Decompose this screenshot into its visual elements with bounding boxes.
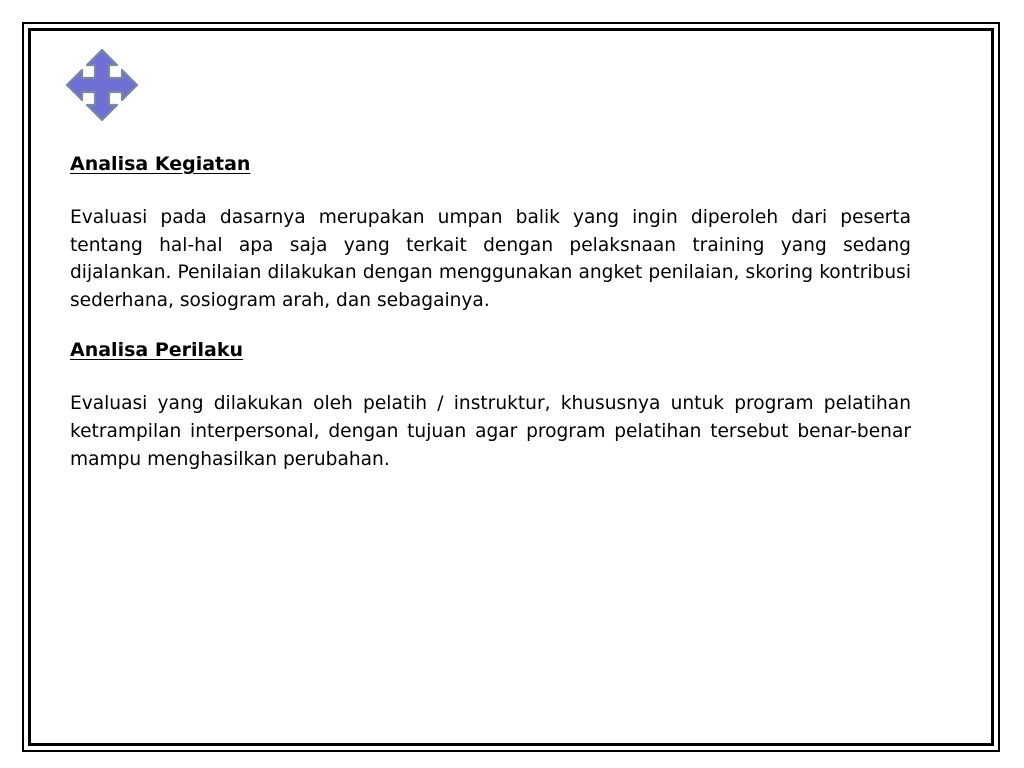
slide-content <box>70 150 911 473</box>
four-way-arrow-icon <box>66 49 138 121</box>
section-body-analisa-kegiatan: Evaluasi pada dasarnya merupakan umpan balik yang ingin diperoleh dari peserta tentang hal-hal apa saja yang terkait dengan pelaksnaan training yang sedang dijalankan. Penilaian dilakukan dengan menggunakan angket penilaian, skoring kontribusi sederhana, sosiogram arah, dan sebagainya. <box>70 207 911 311</box>
section-heading-analisa-perilaku: Analisa Perilaku <box>70 339 244 362</box>
section-body-analisa-perilaku: Evaluasi yang dilakukan oleh pelatih / instruktur, khususnya untuk program pelatihan ketrampilan interpersonal, dengan tujuan agar program pelatihan tersebut benar-benar mampu menghasilkan perubahan. <box>70 393 911 470</box>
section-heading-analisa-kegiatan: Analisa Kegiatan <box>70 153 251 175</box>
